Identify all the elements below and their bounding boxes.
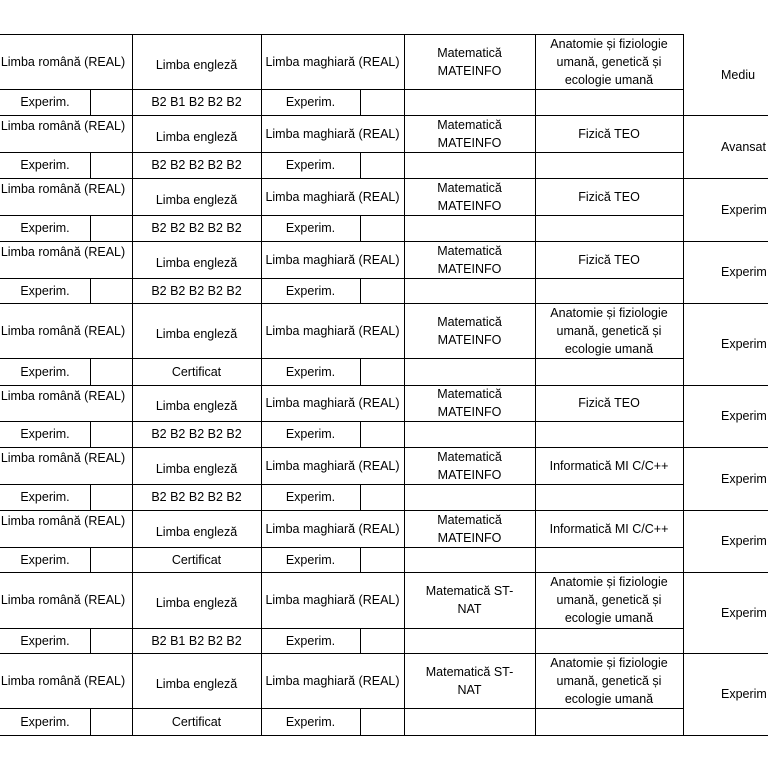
cell-limba-romana: Limba română (REAL) [0,593,126,607]
cell-proba-optionala: Informatică MI C/C++ [549,458,669,473]
cell-engleza-nivel: B2 B2 B2 B2 B2 [151,221,242,235]
cell-limba-engleza: Limba engleză [155,326,238,341]
column-line [261,510,262,572]
row-split-line [0,547,683,548]
column-line [261,385,262,447]
cell-matematica: Matematică MATEINFO [437,45,502,78]
column-line [261,572,262,653]
sub-column-line [360,278,361,303]
column-line [261,241,262,303]
cell-rezultat: Avansat [721,139,766,154]
row-split-line [0,628,683,629]
column-line [404,241,405,303]
cell-limba-maghiara: Limba maghiară (REAL) [265,593,400,607]
cell-romana-nivel: Experim. [20,221,70,235]
row-split-line [0,215,683,216]
cell-rezultat: Experim [721,471,767,486]
sub-column-line [360,421,361,447]
cell-romana-nivel: Experim. [20,283,70,298]
cell-matematica: Matematică ST-NAT [425,664,514,697]
column-line [261,34,262,115]
cell-engleza-nivel: B2 B2 B2 B2 B2 [151,427,242,441]
result-column-line [683,385,684,447]
column-line [535,178,536,241]
cell-limba-engleza: Limba engleză [155,129,238,144]
column-line [404,510,405,572]
cell-limba-maghiara: Limba maghiară (REAL) [265,673,400,688]
column-line [261,653,262,735]
column-line [404,653,405,735]
sub-column-line [90,358,91,385]
column-line [535,241,536,303]
cell-engleza-nivel: B2 B2 B2 B2 B2 [151,158,242,172]
column-line [132,241,133,303]
result-column-line [683,115,684,178]
column-line [535,385,536,447]
cell-limba-maghiara: Limba maghiară (REAL) [265,54,400,69]
sub-column-line [90,484,91,510]
cell-engleza-nivel: Certificat [171,552,222,567]
cell-limba-engleza: Limba engleză [155,57,238,72]
column-line [132,34,133,115]
cell-rezultat: Experim [721,534,767,548]
column-line [535,653,536,735]
cell-engleza-nivel: B2 B2 B2 B2 B2 [151,490,242,504]
cell-matematica: Matematică MATEINFO [437,180,502,213]
cell-romana-nivel: Experim. [20,633,70,648]
cell-matematica: Matematică MATEINFO [437,387,502,419]
row-split-line [0,278,683,279]
cell-limba-engleza: Limba engleză [155,596,238,610]
cell-limba-engleza: Limba engleză [155,676,238,691]
column-line [404,385,405,447]
row-split-line [0,89,683,90]
result-column-line [683,510,684,572]
sub-column-line [360,484,361,510]
cell-matematica: Matematică MATEINFO [437,314,502,347]
cell-proba-optionala: Informatică MI C/C++ [549,521,669,536]
cell-maghiara-nivel: Experim. [285,95,336,109]
column-line [132,572,133,653]
cell-matematica: Matematică MATEINFO [437,243,502,276]
column-line [261,178,262,241]
column-line [535,115,536,178]
sub-column-line [90,628,91,653]
sub-column-line [360,547,361,572]
cell-proba-optionala: Fizică TEO [578,189,640,204]
sub-column-line [360,708,361,735]
cell-engleza-nivel: B2 B2 B2 B2 B2 [151,283,242,298]
cell-engleza-nivel: Certificat [171,364,222,379]
cell-limba-romana: Limba română (REAL) [0,673,126,688]
cell-limba-maghiara: Limba maghiară (REAL) [265,126,400,141]
sub-column-line [360,215,361,241]
sub-column-line [360,628,361,653]
cell-engleza-nivel: B2 B1 B2 B2 B2 [151,95,242,109]
cell-matematica: Matematică MATEINFO [437,449,502,482]
cell-limba-maghiara: Limba maghiară (REAL) [265,252,400,267]
cell-maghiara-nivel: Experim. [285,158,336,172]
row-split-line [0,708,683,709]
cell-matematica: Matematică MATEINFO [437,512,502,545]
cell-proba-optionala: Anatomie și fiziologie umană, genetică și ecologie umană [550,575,668,625]
cell-limba-romana: Limba română (REAL) [0,323,126,338]
cell-proba-optionala: Anatomie și fiziologie umană, genetică și ecologie umană [550,36,668,87]
cell-limba-romana: Limba română (REAL) [0,54,126,69]
result-column-line [683,572,684,653]
cell-limba-engleza: Limba engleză [155,461,238,476]
result-column-line [683,34,684,115]
result-column-line [683,447,684,510]
cell-romana-nivel: Experim. [20,364,70,379]
sub-column-line [360,358,361,385]
sub-column-line [90,89,91,115]
cell-rezultat: Experim [721,202,767,217]
row-split-line [0,358,683,359]
result-column-line [683,303,684,385]
cell-engleza-nivel: B2 B1 B2 B2 B2 [151,633,242,648]
row-split-line [0,484,683,485]
column-line [535,510,536,572]
cell-engleza-nivel: Certificat [171,714,222,729]
result-column-line [683,241,684,303]
cell-rezultat: Mediu [721,67,756,82]
cell-matematica: Matematică ST-NAT [425,584,514,616]
column-line [535,572,536,653]
column-line [404,447,405,510]
column-line [404,115,405,178]
cell-proba-optionala: Fizică TEO [578,252,640,267]
cell-rezultat: Experim [721,337,767,351]
sub-column-line [90,547,91,572]
column-line [132,385,133,447]
sub-column-line [90,215,91,241]
cell-limba-maghiara: Limba maghiară (REAL) [265,323,400,338]
row-bottom-line [0,735,768,736]
cell-maghiara-nivel: Experim. [285,714,336,729]
cell-limba-maghiara: Limba maghiară (REAL) [265,396,400,410]
cell-romana-nivel: Experim. [20,95,70,109]
cell-romana-nivel: Experim. [20,714,70,729]
column-line [535,303,536,385]
cell-proba-optionala: Fizică TEO [578,396,640,410]
cell-maghiara-nivel: Experim. [285,633,336,648]
cell-matematica: Matematică MATEINFO [437,117,502,150]
cell-maghiara-nivel: Experim. [285,221,336,235]
cell-limba-maghiara: Limba maghiară (REAL) [265,189,400,204]
sub-column-line [90,421,91,447]
column-line [404,572,405,653]
cell-proba-optionala: Anatomie și fiziologie umană, genetică și ecologie umană [550,655,668,706]
column-line [535,34,536,115]
column-line [404,34,405,115]
cell-maghiara-nivel: Experim. [285,552,336,567]
cell-limba-romana: Limba română (REAL) [0,182,126,196]
sub-column-line [360,152,361,178]
cell-limba-romana: Limba română (REAL) [0,451,126,465]
cell-maghiara-nivel: Experim. [285,283,336,298]
cell-rezultat: Experim [721,605,767,620]
column-line [535,447,536,510]
sub-column-line [90,152,91,178]
cell-limba-romana: Limba română (REAL) [0,389,126,403]
column-line [261,447,262,510]
cell-limba-engleza: Limba engleză [155,192,238,207]
cell-limba-romana: Limba română (REAL) [0,245,126,259]
column-line [261,115,262,178]
cell-limba-engleza: Limba engleză [155,399,238,413]
column-line [132,115,133,178]
column-line [132,303,133,385]
sub-column-line [90,278,91,303]
row-split-line [0,421,683,422]
sub-column-line [360,89,361,115]
column-line [132,447,133,510]
cell-romana-nivel: Experim. [20,490,70,504]
result-column-line [683,653,684,735]
cell-limba-romana: Limba română (REAL) [0,514,126,528]
cell-maghiara-nivel: Experim. [285,427,336,441]
row-split-line [0,152,683,153]
cell-rezultat: Experim [721,409,767,423]
sub-column-line [90,708,91,735]
cell-limba-romana: Limba română (REAL) [0,119,126,133]
result-column-line [683,178,684,241]
column-line [132,653,133,735]
cell-limba-maghiara: Limba maghiară (REAL) [265,458,400,473]
cell-limba-engleza: Limba engleză [155,255,238,270]
cell-romana-nivel: Experim. [20,552,70,567]
cell-romana-nivel: Experim. [20,427,70,441]
cell-proba-optionala: Fizică TEO [578,126,640,141]
cell-maghiara-nivel: Experim. [285,490,336,504]
cell-limba-engleza: Limba engleză [155,524,238,539]
cell-proba-optionala: Anatomie și fiziologie umană, genetică și ecologie umană [550,305,668,356]
cell-maghiara-nivel: Experim. [285,364,336,379]
column-line [404,303,405,385]
column-line [132,178,133,241]
column-line [261,303,262,385]
cell-romana-nivel: Experim. [20,158,70,172]
cell-rezultat: Experim [721,265,767,279]
cell-rezultat: Experim [721,687,767,701]
column-line [404,178,405,241]
cell-limba-maghiara: Limba maghiară (REAL) [265,521,400,536]
column-line [132,510,133,572]
